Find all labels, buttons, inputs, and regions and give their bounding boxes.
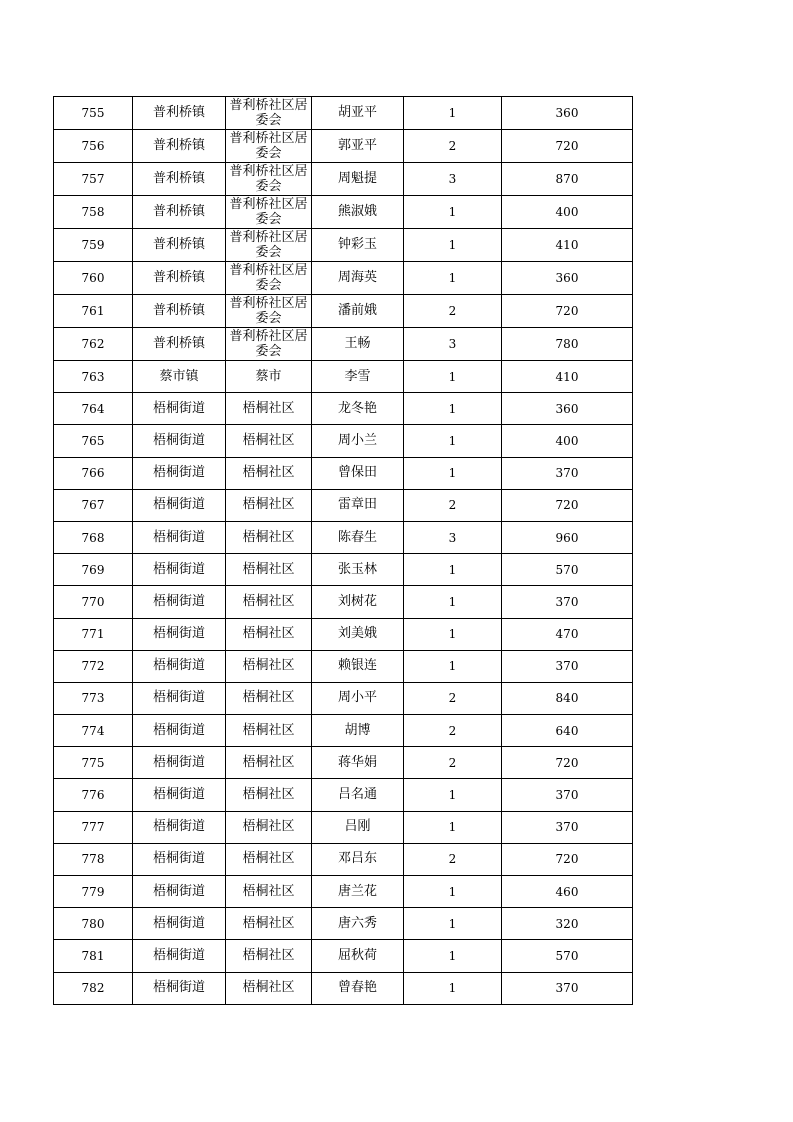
cell-household-count: 3 bbox=[404, 328, 502, 361]
cell-town: 梧桐街道 bbox=[133, 715, 226, 747]
cell-serial-number: 761 bbox=[54, 295, 133, 328]
cell-person-name: 唐六秀 bbox=[312, 908, 404, 940]
cell-person-name: 胡博 bbox=[312, 715, 404, 747]
cell-amount: 570 bbox=[502, 940, 633, 972]
cell-serial-number: 759 bbox=[54, 229, 133, 262]
cell-person-name: 周小平 bbox=[312, 682, 404, 714]
cell-amount: 720 bbox=[502, 295, 633, 328]
cell-community: 梧桐社区 bbox=[226, 876, 312, 908]
table-row bbox=[54, 457, 633, 489]
cell-community: 梧桐社区 bbox=[226, 972, 312, 1004]
cell-person-name: 潘前娥 bbox=[312, 295, 404, 328]
cell-household-count: 1 bbox=[404, 196, 502, 229]
cell-amount: 720 bbox=[502, 843, 633, 875]
cell-amount: 720 bbox=[502, 747, 633, 779]
cell-person-name: 王畅 bbox=[312, 328, 404, 361]
cell-amount: 570 bbox=[502, 554, 633, 586]
cell-town: 梧桐街道 bbox=[133, 972, 226, 1004]
cell-amount: 870 bbox=[502, 163, 633, 196]
cell-amount: 460 bbox=[502, 876, 633, 908]
cell-household-count: 1 bbox=[404, 650, 502, 682]
table-row bbox=[54, 489, 633, 521]
cell-serial-number: 768 bbox=[54, 521, 133, 553]
cell-amount: 470 bbox=[502, 618, 633, 650]
cell-town: 梧桐街道 bbox=[133, 747, 226, 779]
cell-person-name: 赖银连 bbox=[312, 650, 404, 682]
table-row bbox=[54, 361, 633, 393]
cell-household-count: 1 bbox=[404, 361, 502, 393]
community-label: 普利桥社区居委会 bbox=[229, 230, 308, 260]
cell-person-name: 周海英 bbox=[312, 262, 404, 295]
cell-household-count: 1 bbox=[404, 972, 502, 1004]
community-label: 普利桥社区居委会 bbox=[229, 197, 308, 227]
cell-serial-number: 762 bbox=[54, 328, 133, 361]
cell-household-count: 2 bbox=[404, 682, 502, 714]
cell-town: 普利桥镇 bbox=[133, 163, 226, 196]
cell-amount: 370 bbox=[502, 779, 633, 811]
table-row bbox=[54, 972, 633, 1004]
cell-community bbox=[226, 97, 312, 130]
cell-amount: 640 bbox=[502, 715, 633, 747]
table-row bbox=[54, 229, 633, 262]
table-row bbox=[54, 295, 633, 328]
table-row bbox=[54, 196, 633, 229]
cell-town: 梧桐街道 bbox=[133, 876, 226, 908]
cell-person-name: 刘树花 bbox=[312, 586, 404, 618]
cell-person-name: 陈春生 bbox=[312, 521, 404, 553]
cell-serial-number: 757 bbox=[54, 163, 133, 196]
cell-town: 普利桥镇 bbox=[133, 130, 226, 163]
cell-person-name: 曾春艳 bbox=[312, 972, 404, 1004]
cell-household-count: 1 bbox=[404, 586, 502, 618]
cell-town: 梧桐街道 bbox=[133, 843, 226, 875]
cell-amount: 720 bbox=[502, 130, 633, 163]
cell-person-name: 龙冬艳 bbox=[312, 393, 404, 425]
cell-amount: 370 bbox=[502, 811, 633, 843]
cell-serial-number: 764 bbox=[54, 393, 133, 425]
cell-town: 梧桐街道 bbox=[133, 554, 226, 586]
table-row bbox=[54, 262, 633, 295]
table-row bbox=[54, 908, 633, 940]
cell-community bbox=[226, 130, 312, 163]
table-row bbox=[54, 779, 633, 811]
cell-serial-number: 777 bbox=[54, 811, 133, 843]
cell-town: 梧桐街道 bbox=[133, 908, 226, 940]
cell-amount: 840 bbox=[502, 682, 633, 714]
cell-amount: 960 bbox=[502, 521, 633, 553]
cell-amount: 400 bbox=[502, 196, 633, 229]
cell-household-count: 1 bbox=[404, 940, 502, 972]
community-label: 普利桥社区居委会 bbox=[229, 131, 308, 161]
cell-serial-number: 781 bbox=[54, 940, 133, 972]
table-row bbox=[54, 554, 633, 586]
cell-serial-number: 763 bbox=[54, 361, 133, 393]
cell-town: 梧桐街道 bbox=[133, 489, 226, 521]
cell-serial-number: 782 bbox=[54, 972, 133, 1004]
cell-community bbox=[226, 229, 312, 262]
cell-household-count: 3 bbox=[404, 163, 502, 196]
cell-person-name: 李雪 bbox=[312, 361, 404, 393]
table-row bbox=[54, 393, 633, 425]
cell-community bbox=[226, 163, 312, 196]
cell-person-name: 郭亚平 bbox=[312, 130, 404, 163]
cell-household-count: 1 bbox=[404, 811, 502, 843]
community-label: 普利桥社区居委会 bbox=[229, 263, 308, 293]
cell-person-name: 屈秋荷 bbox=[312, 940, 404, 972]
cell-serial-number: 778 bbox=[54, 843, 133, 875]
cell-household-count: 1 bbox=[404, 229, 502, 262]
cell-community: 梧桐社区 bbox=[226, 521, 312, 553]
table-row bbox=[54, 586, 633, 618]
cell-household-count: 1 bbox=[404, 262, 502, 295]
table-row bbox=[54, 715, 633, 747]
cell-serial-number: 776 bbox=[54, 779, 133, 811]
cell-community: 梧桐社区 bbox=[226, 650, 312, 682]
cell-person-name: 钟彩玉 bbox=[312, 229, 404, 262]
cell-household-count: 1 bbox=[404, 554, 502, 586]
community-label: 普利桥社区居委会 bbox=[229, 164, 308, 194]
cell-person-name: 吕刚 bbox=[312, 811, 404, 843]
cell-serial-number: 774 bbox=[54, 715, 133, 747]
cell-community: 梧桐社区 bbox=[226, 618, 312, 650]
cell-town: 梧桐街道 bbox=[133, 779, 226, 811]
table-row bbox=[54, 650, 633, 682]
cell-town: 梧桐街道 bbox=[133, 393, 226, 425]
cell-household-count: 2 bbox=[404, 715, 502, 747]
cell-town: 梧桐街道 bbox=[133, 940, 226, 972]
cell-amount: 320 bbox=[502, 908, 633, 940]
table-row bbox=[54, 97, 633, 130]
cell-community: 梧桐社区 bbox=[226, 457, 312, 489]
cell-serial-number: 767 bbox=[54, 489, 133, 521]
cell-serial-number: 765 bbox=[54, 425, 133, 457]
cell-amount: 370 bbox=[502, 586, 633, 618]
cell-person-name: 唐兰花 bbox=[312, 876, 404, 908]
cell-amount: 410 bbox=[502, 361, 633, 393]
cell-community: 梧桐社区 bbox=[226, 908, 312, 940]
cell-person-name: 熊淑娥 bbox=[312, 196, 404, 229]
cell-person-name: 胡亚平 bbox=[312, 97, 404, 130]
cell-community bbox=[226, 328, 312, 361]
cell-amount: 370 bbox=[502, 972, 633, 1004]
table-row bbox=[54, 747, 633, 779]
cell-person-name: 吕名通 bbox=[312, 779, 404, 811]
cell-amount: 360 bbox=[502, 97, 633, 130]
cell-person-name: 邓吕东 bbox=[312, 843, 404, 875]
cell-serial-number: 771 bbox=[54, 618, 133, 650]
cell-serial-number: 758 bbox=[54, 196, 133, 229]
cell-serial-number: 772 bbox=[54, 650, 133, 682]
community-label: 普利桥社区居委会 bbox=[229, 98, 308, 128]
cell-community: 梧桐社区 bbox=[226, 940, 312, 972]
cell-household-count: 1 bbox=[404, 393, 502, 425]
community-label: 普利桥社区居委会 bbox=[229, 329, 308, 359]
table-row bbox=[54, 682, 633, 714]
table-row bbox=[54, 130, 633, 163]
cell-amount: 400 bbox=[502, 425, 633, 457]
cell-amount: 370 bbox=[502, 650, 633, 682]
table-row bbox=[54, 521, 633, 553]
table-body bbox=[54, 97, 633, 1005]
cell-town: 梧桐街道 bbox=[133, 618, 226, 650]
cell-serial-number: 769 bbox=[54, 554, 133, 586]
cell-household-count: 1 bbox=[404, 457, 502, 489]
cell-community: 梧桐社区 bbox=[226, 682, 312, 714]
cell-serial-number: 773 bbox=[54, 682, 133, 714]
cell-community: 梧桐社区 bbox=[226, 489, 312, 521]
cell-town: 普利桥镇 bbox=[133, 295, 226, 328]
cell-serial-number: 775 bbox=[54, 747, 133, 779]
cell-household-count: 1 bbox=[404, 779, 502, 811]
cell-serial-number: 779 bbox=[54, 876, 133, 908]
cell-amount: 360 bbox=[502, 262, 633, 295]
cell-community: 梧桐社区 bbox=[226, 393, 312, 425]
cell-town: 普利桥镇 bbox=[133, 229, 226, 262]
cell-town: 梧桐街道 bbox=[133, 457, 226, 489]
cell-amount: 360 bbox=[502, 393, 633, 425]
cell-household-count: 2 bbox=[404, 843, 502, 875]
cell-community: 梧桐社区 bbox=[226, 811, 312, 843]
data-table bbox=[53, 96, 633, 1005]
cell-serial-number: 780 bbox=[54, 908, 133, 940]
cell-household-count: 1 bbox=[404, 425, 502, 457]
cell-community: 梧桐社区 bbox=[226, 843, 312, 875]
cell-person-name: 张玉林 bbox=[312, 554, 404, 586]
cell-serial-number: 770 bbox=[54, 586, 133, 618]
cell-community: 梧桐社区 bbox=[226, 554, 312, 586]
cell-community bbox=[226, 262, 312, 295]
cell-town: 梧桐街道 bbox=[133, 682, 226, 714]
cell-household-count: 1 bbox=[404, 618, 502, 650]
table-row bbox=[54, 328, 633, 361]
cell-household-count: 3 bbox=[404, 521, 502, 553]
cell-household-count: 1 bbox=[404, 908, 502, 940]
cell-town: 普利桥镇 bbox=[133, 97, 226, 130]
cell-household-count: 2 bbox=[404, 295, 502, 328]
cell-town: 普利桥镇 bbox=[133, 328, 226, 361]
table-row bbox=[54, 876, 633, 908]
cell-serial-number: 755 bbox=[54, 97, 133, 130]
cell-community bbox=[226, 295, 312, 328]
table-row bbox=[54, 425, 633, 457]
cell-household-count: 2 bbox=[404, 489, 502, 521]
cell-person-name: 雷章田 bbox=[312, 489, 404, 521]
cell-town: 梧桐街道 bbox=[133, 586, 226, 618]
cell-person-name: 曾保田 bbox=[312, 457, 404, 489]
cell-household-count: 1 bbox=[404, 97, 502, 130]
cell-town: 蔡市镇 bbox=[133, 361, 226, 393]
table-row bbox=[54, 163, 633, 196]
community-label: 普利桥社区居委会 bbox=[229, 296, 308, 326]
cell-amount: 780 bbox=[502, 328, 633, 361]
table-row bbox=[54, 811, 633, 843]
cell-town: 梧桐街道 bbox=[133, 521, 226, 553]
cell-town: 梧桐街道 bbox=[133, 425, 226, 457]
cell-town: 梧桐街道 bbox=[133, 650, 226, 682]
cell-community: 蔡市 bbox=[226, 361, 312, 393]
cell-community bbox=[226, 196, 312, 229]
cell-amount: 410 bbox=[502, 229, 633, 262]
cell-household-count: 1 bbox=[404, 876, 502, 908]
cell-person-name: 刘美娥 bbox=[312, 618, 404, 650]
cell-community: 梧桐社区 bbox=[226, 586, 312, 618]
cell-town: 普利桥镇 bbox=[133, 196, 226, 229]
cell-person-name: 周魁提 bbox=[312, 163, 404, 196]
cell-amount: 370 bbox=[502, 457, 633, 489]
cell-town: 梧桐街道 bbox=[133, 811, 226, 843]
cell-community: 梧桐社区 bbox=[226, 715, 312, 747]
cell-household-count: 2 bbox=[404, 130, 502, 163]
cell-amount: 720 bbox=[502, 489, 633, 521]
cell-community: 梧桐社区 bbox=[226, 779, 312, 811]
cell-community: 梧桐社区 bbox=[226, 747, 312, 779]
table-row bbox=[54, 940, 633, 972]
table-row bbox=[54, 843, 633, 875]
cell-serial-number: 766 bbox=[54, 457, 133, 489]
cell-serial-number: 760 bbox=[54, 262, 133, 295]
cell-town: 普利桥镇 bbox=[133, 262, 226, 295]
cell-household-count: 2 bbox=[404, 747, 502, 779]
table-row bbox=[54, 618, 633, 650]
cell-person-name: 蒋华娟 bbox=[312, 747, 404, 779]
cell-person-name: 周小兰 bbox=[312, 425, 404, 457]
cell-serial-number: 756 bbox=[54, 130, 133, 163]
cell-community: 梧桐社区 bbox=[226, 425, 312, 457]
